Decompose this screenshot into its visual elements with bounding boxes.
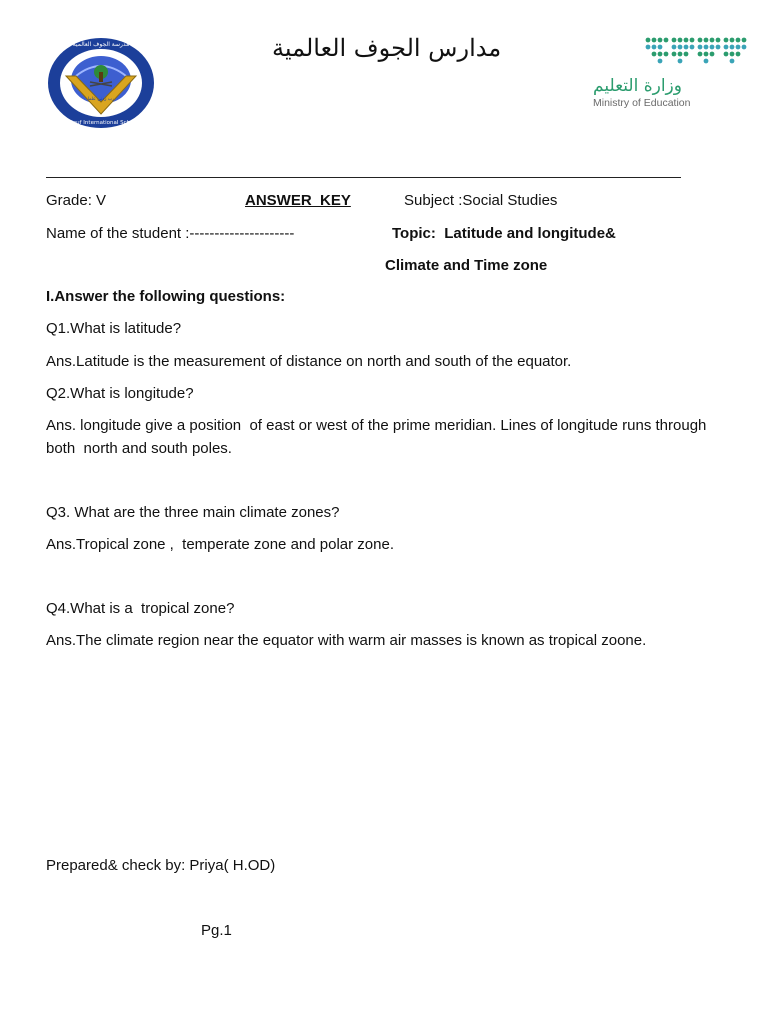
- answer-2: Ans. longitude give a position of east or west of the prime meridian. Lines of longitude runs through both north and south poles.: [46, 417, 711, 457]
- page-number: Pg.1: [201, 922, 232, 939]
- answer-3: Ans.Tropical zone , temperate zone and polar zone.: [46, 536, 394, 553]
- answer-key-label: ANSWER KEY: [245, 192, 351, 209]
- ministry-name-english: Ministry of Education: [593, 97, 691, 109]
- grade-label: Grade: V: [46, 192, 107, 209]
- logo-motto: رب زدني علما: [87, 97, 115, 102]
- question-4: Q4.What is a tropical zone?: [46, 600, 235, 617]
- school-name-arabic: مدارس الجوف العالمية: [272, 34, 502, 62]
- prepared-by: Prepared& check by: Priya( H.OD): [46, 857, 276, 874]
- logo-arabic-ring-text: مدرسة الجوف العالمية: [72, 41, 130, 48]
- topic-line-1: Topic: Latitude and longitude&: [392, 225, 616, 242]
- ministry-name-arabic: وزارة التعليم: [593, 76, 682, 96]
- answer-1: Ans.Latitude is the measurement of distance on north and south of the equator.: [46, 353, 572, 370]
- school-logo: [46, 36, 156, 130]
- question-3: Q3. What are the three main climate zones?: [46, 504, 340, 521]
- topic-line-2: Climate and Time zone: [385, 257, 548, 274]
- answer-4: Ans.The climate region near the equator with warm air masses is known as tropical zoone.: [46, 632, 647, 649]
- question-2: Q2.What is longitude?: [46, 385, 194, 402]
- section-heading: I.Answer the following questions:: [46, 288, 286, 305]
- question-1: Q1.What is latitude?: [46, 320, 182, 337]
- student-name-text: Name of the student :---------------------: [46, 225, 295, 242]
- subject-label: Subject :Social Studies: [404, 192, 558, 209]
- header-divider: [46, 177, 681, 178]
- logo-english-ring-text: Al-Jouf International School: [63, 120, 139, 126]
- student-name-field: [46, 225, 294, 242]
